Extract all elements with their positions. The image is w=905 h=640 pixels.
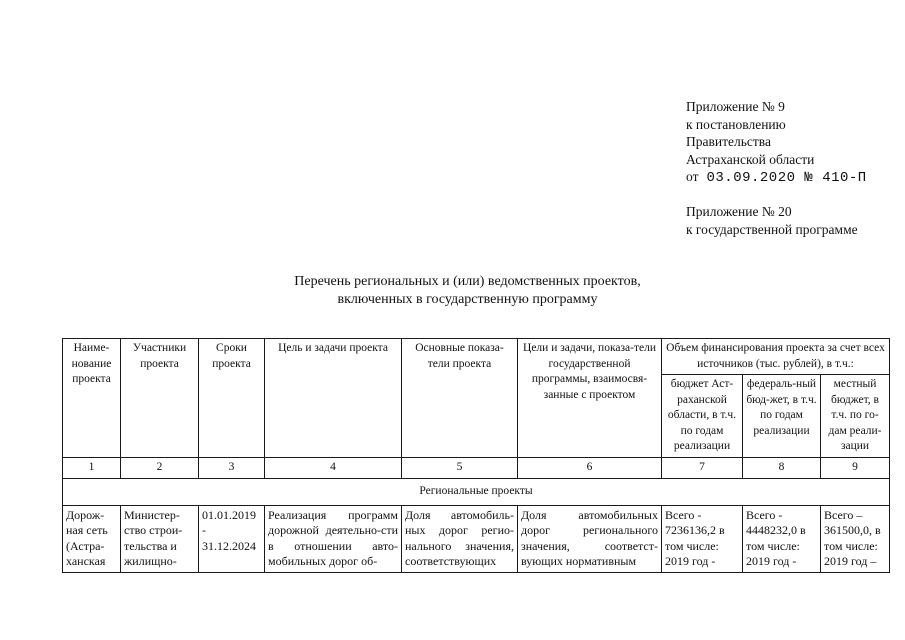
- header-federal-budget: федераль-ный бюд-жет, в т.ч. по годам реализации: [743, 375, 821, 458]
- cell-regional-budget: Всего - 7236136,2 в том числе: 2019 год -: [662, 505, 743, 572]
- annex-main-line3: Правительства: [686, 134, 771, 149]
- header-participants: Участники проекта: [121, 339, 199, 458]
- annex-main-block: [686, 98, 867, 188]
- cell-term: 01.01.2019 - 31.12.2024: [199, 505, 265, 572]
- header-project-name: Наиме-нование проекта: [63, 339, 121, 458]
- column-number: 6: [518, 457, 662, 478]
- column-number: 7: [662, 457, 743, 478]
- annex-main-line4: Астраханской области: [686, 151, 815, 167]
- table-row: [63, 505, 890, 572]
- cell-participants: Министер-ство строи-тельства и жилищно-: [121, 505, 199, 572]
- column-number: 1: [63, 457, 121, 478]
- annex-main-date-prefix: от: [686, 169, 699, 184]
- projects-table: [62, 338, 890, 573]
- header-row-top: [63, 339, 890, 375]
- cell-local-budget: Всего – 361500,0, в том числе: 2019 год –: [821, 505, 890, 572]
- annex-main-line2: к постановлению: [686, 116, 786, 132]
- document-title-line2: включенных в государственную программу: [337, 292, 598, 307]
- column-number: 8: [743, 457, 821, 478]
- document-title-line1: Перечень региональных и (или) ведомственных проектов,: [294, 274, 641, 289]
- annex-main-date-line: [686, 168, 867, 188]
- annex-program-block: [686, 203, 858, 238]
- header-program-goals: Цели и задачи, показа-тели государственной программы, взаимосвя-занные с проектом: [518, 339, 662, 458]
- header-regional-budget: бюджет Аст-раханской области, в т.ч. по годам реализации: [662, 375, 743, 458]
- column-number: 2: [121, 457, 199, 478]
- header-goal: Цель и задачи проекта: [265, 339, 402, 458]
- document-title: [0, 273, 905, 309]
- section-row: [63, 478, 890, 505]
- cell-federal-budget: Всего - 4448232,0 в том числе: 2019 год -: [743, 505, 821, 572]
- header-terms: Сроки проекта: [199, 339, 265, 458]
- column-number: 9: [821, 457, 890, 478]
- column-number: 4: [265, 457, 402, 478]
- cell-goal: Реализация программ дорожной деятельно-сти в отношении авто-мобильных дорог об-: [265, 505, 402, 572]
- column-numbers-row: [63, 457, 890, 478]
- header-local-budget: местный бюджет, в т.ч. по го-дам реали-зации: [821, 375, 890, 458]
- annex-main-date-value: 03.09.2020 № 410-П: [706, 170, 867, 186]
- header-funding: Объем финансирования проекта за счет всех источников (тыс. рублей), в т.ч.:: [662, 339, 890, 375]
- cell-project-name: Дорож-ная сеть (Астра-ханская: [63, 505, 121, 572]
- header-indicators: Основные показа-тели проекта: [402, 339, 518, 458]
- annex-main-line1: Приложение № 9: [686, 99, 785, 114]
- column-number: 3: [199, 457, 265, 478]
- column-number: 5: [402, 457, 518, 478]
- annex-program-line2: к государственной программе: [686, 221, 858, 237]
- section-label: Региональные проекты: [63, 478, 890, 505]
- cell-indicators: Доля автомобиль-ных дорог регио-нального значения, соответствующих: [402, 505, 518, 572]
- annex-program-line1: Приложение № 20: [686, 204, 792, 219]
- cell-program-goals: Доля автомобильных дорог регионального значения, соответст-вующих нормативным: [518, 505, 662, 572]
